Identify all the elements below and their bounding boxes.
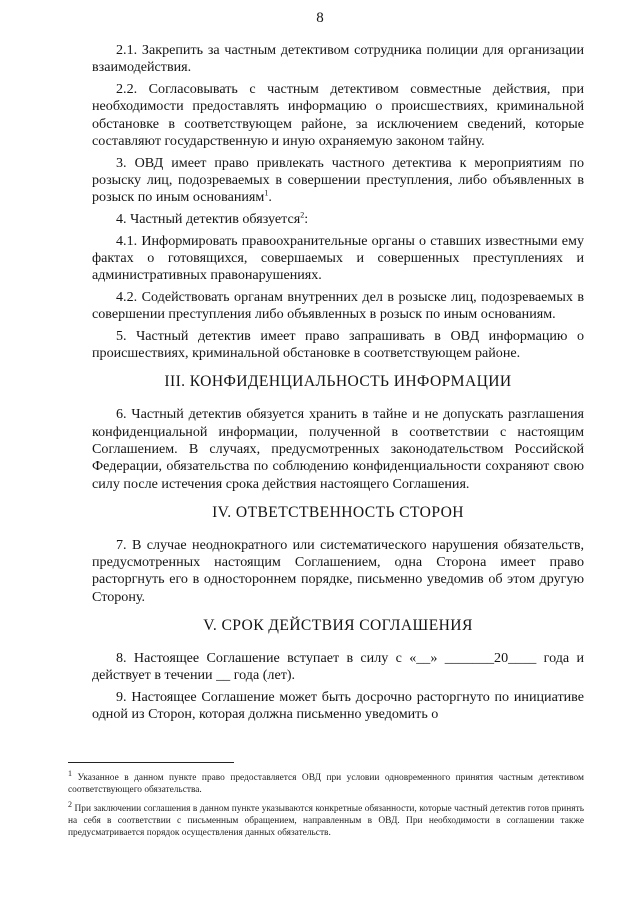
- section-heading-liability: IV. ОТВЕТСТВЕННОСТЬ СТОРОН: [212, 503, 464, 521]
- footnote-ref-2: 2: [300, 210, 305, 220]
- clause-9: 9. Настоящее Соглашение может быть досрочно расторгнуто по инициативе одной из Сторон, которая должна письменно уведомить о: [92, 689, 584, 723]
- footnote-1-mark: 1: [68, 769, 72, 778]
- footnote-2: [68, 799, 584, 839]
- footnote-1-text: Указанное в данном пункте право предоставляется ОВД при условии одновременного принятия частным детективом соответствующего обязательства.: [68, 773, 584, 795]
- clause-3-text: 3. ОВД имеет право привлекать частного детектива к мероприятиям по розыску лиц, подозреваемых в совершении преступления, либо объявленных в розыск по иным основаниям: [92, 154, 584, 206]
- section-heading-term: V. СРОК ДЕЙСТВИЯ СОГЛАШЕНИЯ: [203, 617, 473, 635]
- clause-4-1: 4.1. Информировать правоохранительные органы о ставших известными ему фактах о готовящихся, совершаемых и совершенных преступлениях и административных правонарушениях.: [92, 232, 584, 284]
- clause-4-colon: :: [304, 210, 309, 227]
- clause-2-1: 2.1. Закрепить за частным детективом сотрудника полиции для организации взаимодействия.: [92, 42, 584, 76]
- footnotes: [68, 768, 584, 842]
- footnote-2-mark: 2: [68, 800, 72, 810]
- document-body: [92, 42, 584, 728]
- clause-4-text: 4. Частный детектив обязуется: [116, 210, 301, 227]
- clause-4-2: 4.2. Содействовать органам внутренних дел в розыске лиц, подозреваемых в совершении преступления либо объявленных в розыск по иным основаниям.: [92, 288, 584, 323]
- page-number: 8: [316, 10, 324, 26]
- clause-5: 5. Частный детектив имеет право запрашивать в ОВД информацию о происшествиях, криминальной обстановке в соответствующем районе.: [92, 327, 584, 362]
- footnote-2-text: При заключении соглашения в данном пункте указываются конкретные обязанности, которые частный детектив готов принять на себя в соответствии с письменным обращением, направленным в ОВД. При необходимости в соглашении также предусматривается порядок осуществления данных обязательств.: [68, 804, 584, 838]
- section-heading-confidentiality: III. КОНФИДЕНЦИАЛЬНОСТЬ ИНФОРМАЦИИ: [164, 373, 512, 391]
- clause-2-2: 2.2. Согласовывать с частным детективом совместные действия, при необходимости предоставлять информацию о происшествиях, криминальной обстановке в соответствующем районе, за исключением сведений, которые составляют государственную и иную охраняемую законом тайну.: [92, 80, 584, 149]
- clause-8: 8. Настоящее Соглашение вступает в силу с «__» _______20____ года и действует в течении __ года (лет).: [92, 650, 584, 684]
- clause-7: 7. В случае неоднократного или систематического нарушения обязательств, предусмотренных настоящим Соглашением, одна Сторона имеет право расторгнуть его в одностороннем порядке, письменно уведомив об этом другую Сторону.: [92, 536, 584, 605]
- footnote-ref-1: 1: [264, 188, 269, 198]
- clause-6: 6. Частный детектив обязуется хранить в тайне и не допускать разглашения конфиденциальной информации, полученной в соответствии с настоящим Соглашением. В случаях, предусмотренных законодательством Российской Федерации, обязательства по соблюдению конфиденциальности сохраняют свою силу после истечения срока действия настоящего Соглашения.: [92, 406, 584, 492]
- footnote-divider: [68, 762, 234, 763]
- footnote-1: [68, 768, 584, 796]
- clause-4: [92, 211, 584, 228]
- clause-3: 3. ОВД имеет право привлекать частного детектива к мероприятиям по розыску лиц, подозреваемых в совершении преступления, либо объявленных в розыск по иным основаниям$^1$.: [92, 154, 584, 206]
